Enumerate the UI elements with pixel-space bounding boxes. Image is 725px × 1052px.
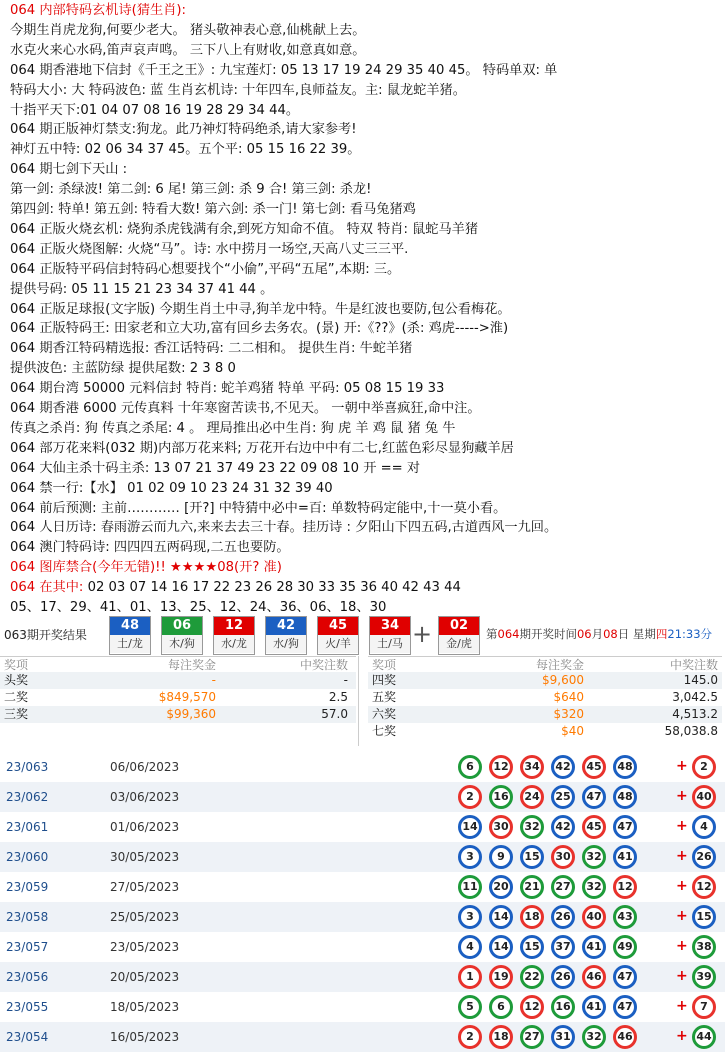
article-line: 064 前后预测: 主前………… [开?] 中特猜中必中=百: 单数特码定能中,十一莫小看。: [10, 500, 507, 516]
article-line: 十指平天下:01 04 07 08 16 19 28 29 34 44。: [10, 102, 300, 118]
prize-header: 奖项 每注奖金 中奖注数: [372, 658, 718, 672]
prize-count: 3,042.5: [672, 690, 718, 704]
history-ball: 21: [520, 875, 544, 899]
history-row: [0, 812, 725, 842]
history-row: [0, 962, 725, 992]
history-ball: 16: [551, 995, 575, 1019]
history-row: [0, 782, 725, 812]
history-ball: 22: [520, 965, 544, 989]
prize-count: 2.5: [328, 690, 348, 704]
ball-zodiac: 水/狗: [266, 635, 306, 653]
history-ball: 32: [582, 875, 606, 899]
plus-sign: +: [676, 968, 688, 984]
prize-amount: $320: [553, 707, 584, 721]
article-line: 064 期正版神灯禁支:狗龙。此乃神灯特码绝杀,请大家参考!: [10, 122, 357, 138]
history-ball: 45: [582, 755, 606, 779]
prize-name: 四奖: [372, 673, 397, 687]
history-special-ball: 15: [692, 905, 716, 929]
article-line: 今期生肖虎龙狗,何要少老大。 猪头敬神表心意,仙桃献上去。: [10, 22, 366, 38]
history-ball: 20: [489, 875, 513, 899]
history-ball: 15: [520, 845, 544, 869]
history-ball: 26: [551, 965, 575, 989]
history-row: [0, 752, 725, 782]
ball-number: 45: [318, 617, 358, 635]
history-row: [0, 902, 725, 932]
history-ball: 31: [551, 1025, 575, 1049]
history-date: 27/05/2023: [110, 880, 180, 894]
prize-row: [0, 672, 356, 689]
history-ball: 37: [551, 935, 575, 959]
article-line: 064 内部特码玄机诗(猜生肖):: [10, 3, 186, 18]
history-date: 25/05/2023: [110, 910, 180, 924]
ball-number: 34: [370, 617, 410, 635]
history-ball: 30: [489, 815, 513, 839]
history-date: 16/05/2023: [110, 1030, 180, 1044]
history-special-ball: 38: [692, 935, 716, 959]
article-line: 064 澳门特码诗: 四四四五两码现,二五也要防。: [10, 540, 290, 556]
history-ball: 41: [582, 995, 606, 1019]
article-line: 064 在其中: 02 03 07 14 16 17 22 23 26 28 30 33 35 36 40 42 43 44: [10, 580, 461, 596]
history-ball: 48: [613, 755, 637, 779]
history-issue[interactable]: 23/061: [6, 820, 49, 834]
history-ball: 3: [458, 905, 482, 929]
history-ball: 43: [613, 905, 637, 929]
history-issue[interactable]: 23/056: [6, 970, 49, 984]
ball-zodiac: 土/马: [370, 635, 410, 653]
prize-count: 4,513.2: [672, 707, 718, 721]
prize-amount: $640: [553, 690, 584, 704]
history-ball: 46: [582, 965, 606, 989]
history-date: 06/06/2023: [110, 760, 180, 774]
prize-count: -: [343, 673, 348, 687]
history-row: [0, 872, 725, 902]
history-ball: 47: [613, 965, 637, 989]
article-line: 神灯五中特: 02 06 34 37 45。五个平: 05 15 16 22 39。: [10, 142, 361, 158]
history-row: [0, 992, 725, 1022]
history-ball: 30: [551, 845, 575, 869]
result-ball: [265, 616, 307, 655]
prize-row: [0, 689, 356, 706]
history-issue[interactable]: 23/062: [6, 790, 49, 804]
history-ball: 14: [489, 935, 513, 959]
history-row: [0, 842, 725, 872]
prize-count: 145.0: [683, 673, 718, 687]
history-ball: 19: [489, 965, 513, 989]
article-line: 提供号码: 05 11 15 21 23 34 37 41 44 。: [10, 281, 274, 297]
history-ball: 27: [520, 1025, 544, 1049]
result-ball: [369, 616, 411, 655]
plus-sign: +: [676, 758, 688, 774]
plus-sign: +: [676, 908, 688, 924]
history-ball: 32: [582, 845, 606, 869]
plus-sign: +: [676, 788, 688, 804]
history-ball: 2: [458, 1025, 482, 1049]
prize-row: [368, 689, 722, 706]
ball-number: 02: [439, 617, 479, 635]
history-ball: 15: [520, 935, 544, 959]
history-ball: 12: [520, 995, 544, 1019]
ball-number: 06: [162, 617, 202, 635]
prize-amount: $99,360: [166, 707, 216, 721]
history-special-ball: 40: [692, 785, 716, 809]
history-ball: 41: [613, 845, 637, 869]
history-issue[interactable]: 23/063: [6, 760, 49, 774]
prize-amount: $40: [561, 724, 584, 738]
history-ball: 47: [582, 785, 606, 809]
ball-number: 12: [214, 617, 254, 635]
article-line: 064 大仙主杀十码主杀: 13 07 21 37 49 23 22 09 08 10 开 == 对: [10, 460, 421, 476]
plus-sign: +: [676, 938, 688, 954]
history-special-ball: 4: [692, 815, 716, 839]
prize-name: 七奖: [372, 724, 397, 738]
next-draw-info: 第064期开奖时间06月08日 星期四21:33分: [486, 627, 713, 641]
prize-row: [0, 706, 356, 723]
article-line: 特码大小: 大 特码波色: 蓝 生肖玄机诗: 十年四车,良师益友。主: 鼠龙蛇羊猪。: [10, 82, 466, 98]
prize-table-left: [0, 656, 356, 733]
article-line: 064 图库禁合(今年无错)!! ★★★★08(开? 准): [10, 560, 282, 576]
history-ball: 42: [551, 815, 575, 839]
prize-amount: $849,570: [158, 690, 216, 704]
ball-number: 42: [266, 617, 306, 635]
article-line: 064 正版足球报(文字版) 今期生肖土中寻,狗羊龙中特。牛是红波也要防,包公看梅花。: [10, 301, 511, 317]
history-ball: 27: [551, 875, 575, 899]
history-ball: 14: [458, 815, 482, 839]
history-ball: 46: [613, 1025, 637, 1049]
history-row: [0, 932, 725, 962]
article-line: 第四剑: 特单! 第五剑: 特看大数! 第六剑: 杀一门! 第七剑: 看马兔猪鸡: [10, 202, 416, 217]
article-line: 064 正版特平码信封特码心想要找个“小偷”,平码“五尾”,本期: 三。: [10, 261, 401, 277]
prize-count: 57.0: [321, 707, 348, 721]
prize-row: [368, 723, 722, 740]
plus-sign: +: [412, 620, 433, 648]
history-special-ball: 7: [692, 995, 716, 1019]
history-special-ball: 39: [692, 965, 716, 989]
history-issue[interactable]: 23/059: [6, 880, 49, 894]
history-date: 03/06/2023: [110, 790, 180, 804]
history-ball: 9: [489, 845, 513, 869]
article-line: 064 禁一行:【水】 01 02 09 10 23 24 31 32 39 40: [10, 480, 333, 496]
ball-zodiac: 火/羊: [318, 635, 358, 653]
history-ball: 12: [489, 755, 513, 779]
history-row: [0, 1022, 725, 1052]
prize-header: 奖项 每注奖金 中奖注数: [4, 658, 348, 672]
history-date: 18/05/2023: [110, 1000, 180, 1014]
prize-name: 三奖: [4, 707, 29, 721]
history-ball: 18: [520, 905, 544, 929]
history-ball: 41: [582, 935, 606, 959]
history-ball: 34: [520, 755, 544, 779]
ball-zodiac: 水/龙: [214, 635, 254, 653]
history-ball: 2: [458, 785, 482, 809]
history-ball: 14: [489, 905, 513, 929]
draw-result-bar: [0, 616, 725, 654]
plus-sign: +: [676, 1028, 688, 1044]
article-line: 064 期香港 6000 元传真料 十年寒窗苦读书,不见天。 一朝中举喜疯狂,命中注。: [10, 401, 481, 416]
history-ball: 5: [458, 995, 482, 1019]
article-line: 064 期台湾 50000 元料信封 特肖: 蛇羊鸡猪 特单 平码: 05 08 15 19 33: [10, 381, 445, 397]
history-ball: 4: [458, 935, 482, 959]
history-ball: 16: [489, 785, 513, 809]
article-line: 05、17、29、41、01、13、25、12、24、36、06、18、30: [10, 600, 387, 615]
history-ball: 12: [613, 875, 637, 899]
history-ball: 18: [489, 1025, 513, 1049]
history-issue[interactable]: 23/055: [6, 1000, 49, 1014]
history-ball: 48: [613, 785, 637, 809]
history-date: 01/06/2023: [110, 820, 180, 834]
ball-zodiac: 木/狗: [162, 635, 202, 653]
history-ball: 24: [520, 785, 544, 809]
plus-sign: +: [676, 998, 688, 1014]
history-ball: 25: [551, 785, 575, 809]
result-ball: [213, 616, 255, 655]
history-ball: 42: [551, 755, 575, 779]
ball-zodiac: 金/虎: [439, 635, 479, 653]
plus-sign: +: [676, 818, 688, 834]
plus-sign: +: [676, 878, 688, 894]
history-ball: 47: [613, 995, 637, 1019]
article-line: 064 期香江特码精选报: 香江话特码: 二二相和。 提供生肖: 牛蛇羊猪: [10, 341, 413, 357]
prize-count: 58,038.8: [664, 724, 718, 738]
history-ball: 1: [458, 965, 482, 989]
prize-name: 头奖: [4, 673, 29, 687]
history-issue[interactable]: 23/057: [6, 940, 49, 954]
article-line: 064 正版火烧图解: 火烧“马”。诗: 水中捞月一场空,天高八丈三三平.: [10, 241, 409, 257]
history-special-ball: 12: [692, 875, 716, 899]
article-line: 064 正版特码王: 田家老和立大功,富有回乡去务农。(景) 开:《??》(杀: 鸡虎----->淮): [10, 321, 509, 337]
draw-result-label: 063期开奖结果: [4, 628, 87, 642]
prize-table-right: [368, 656, 722, 738]
prize-divider: [358, 656, 359, 746]
history-ball: 32: [520, 815, 544, 839]
result-ball: [161, 616, 203, 655]
prize-row: [368, 706, 722, 723]
history-special-ball: 2: [692, 755, 716, 779]
article-line: 水克火来心水码,笛声哀声鸣。 三下八上有财收,如意真如意。: [10, 42, 366, 58]
history-issue[interactable]: 23/060: [6, 850, 49, 864]
result-ball: [109, 616, 151, 655]
article-line: 064 期香港地下信封《千王之王》: 九宝莲灯: 05 13 17 19 24 29 35 40 45。 特码单双: 单: [10, 62, 558, 78]
history-ball: 32: [582, 1025, 606, 1049]
article-line: 传真之杀肖: 狗 传真之杀尾: 4 。 理局推出必中生肖: 狗 虎 羊 鸡 鼠 猪 兔 牛: [10, 420, 456, 436]
history-ball: 49: [613, 935, 637, 959]
history-date: 20/05/2023: [110, 970, 180, 984]
prize-name: 二奖: [4, 690, 29, 704]
ball-number: 48: [110, 617, 150, 635]
article-line: 第一剑: 杀绿波! 第二剑: 6 尾! 第三剑: 杀 9 合! 第三剑: 杀龙!: [10, 182, 372, 198]
prize-row: [368, 672, 722, 689]
history-ball: 47: [613, 815, 637, 839]
prize-amount: $9,600: [542, 673, 584, 687]
article-line: 064 期七剑下天山 :: [10, 162, 128, 178]
prize-name: 五奖: [372, 690, 397, 704]
history-special-ball: 26: [692, 845, 716, 869]
history-ball: 45: [582, 815, 606, 839]
history-ball: 26: [551, 905, 575, 929]
plus-sign: +: [676, 848, 688, 864]
article-line: 064 人日历诗: 春雨游云而九六,来来去去三十春。挂历诗 : 夕阳山下四五码,古道西风一九回。: [10, 520, 558, 536]
special-ball: [438, 616, 480, 655]
history-ball: 40: [582, 905, 606, 929]
history-ball: 6: [458, 755, 482, 779]
prize-name: 六奖: [372, 707, 397, 721]
article-line: 064 正版火烧玄机: 烧狗杀虎钱满有余,到死方知命不值。 特双 特肖: 鼠蛇马羊猪: [10, 221, 479, 237]
ball-zodiac: 土/龙: [110, 635, 150, 653]
history-issue[interactable]: 23/058: [6, 910, 49, 924]
history-ball: 3: [458, 845, 482, 869]
article-line: 064 部万花来料(032 期)内部万花来料; 万花开右边中中有二七,红蓝色彩尽显狗藏羊居: [10, 440, 514, 456]
prize-amount: -: [211, 673, 216, 687]
history-date: 23/05/2023: [110, 940, 180, 954]
article-line: 提供波色: 主蓝防绿 提供尾数: 2 3 8 0: [10, 361, 236, 377]
history-special-ball: 44: [692, 1025, 716, 1049]
history-issue[interactable]: 23/054: [6, 1030, 49, 1044]
history-ball: 11: [458, 875, 482, 899]
history-ball: 6: [489, 995, 513, 1019]
result-ball: [317, 616, 359, 655]
history-date: 30/05/2023: [110, 850, 180, 864]
